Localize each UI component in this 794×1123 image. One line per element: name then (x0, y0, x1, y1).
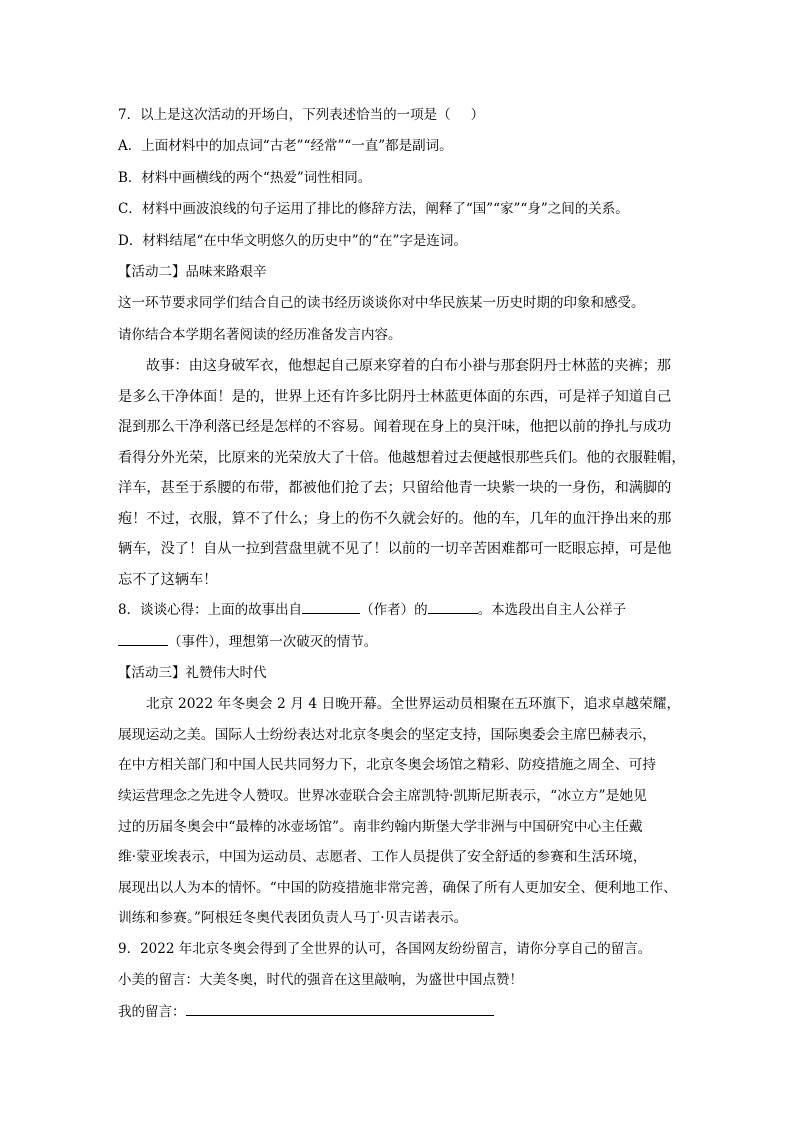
question-8-text: 8．谈谈心得：上面的故事出自 (118, 602, 303, 619)
my-message-blank[interactable] (186, 1001, 494, 1016)
activity-3-heading: 【活动三】礼赞伟大时代 (118, 664, 267, 681)
option-a: A．上面材料中的加点词“古老”“经常”“一直”都是副词。 (118, 138, 453, 155)
news-line: 续运营理念之先进令人赞叹。世界冰壶联合会主席凯特·凯斯尼斯表示，“冰立方”是她见 (118, 788, 647, 805)
activity-2-heading: 【活动二】品味来路艰辛 (118, 263, 267, 280)
my-message-line (118, 997, 678, 1028)
story-line: 洋车，甚至于系腰的布带，都被他们抢了去；只留给他青一块紫一块的一身伤，和满脚的 (118, 480, 672, 497)
activity-2-intro-line: 请你结合本学期名著阅读的经历准备发言内容。 (118, 326, 402, 343)
exam-page (118, 100, 686, 1028)
question-9-stem: 9．2022 年北京冬奥会得到了全世界的认可，各国网友纷纷留言，请你分享自己的留言。 (118, 941, 652, 958)
option-d: D．材料结尾“在中华文明悠久的历史中”的“在”字是连词。 (118, 232, 467, 249)
news-line: 训练和参赛。”阿根廷冬奥代表团负责人马丁·贝吉诺表示。 (118, 910, 468, 927)
example-message: 小美的留言：大美冬奥，时代的强音在这里敲响，为盛世中国点赞！ (118, 972, 523, 989)
news-line: 在中方相关部门和中国人民共同努力下，北京冬奥会场馆之精彩、防疫措施之周全、可持 (118, 757, 657, 774)
story-line: 故事：由这身破军衣，他想起自己原来穿着的白布小褂与那套阴丹士林蓝的夹裤；那 (146, 358, 671, 375)
option-b: B．材料中画横线的两个“热爱”词性相同。 (118, 169, 372, 186)
story-line: 看得分外光荣，比原来的光荣放大了十倍。他越想着过去便越恨那些兵们。他的衣服鞋帽， (118, 449, 686, 466)
news-line: 展现出以人为本的情怀。“中国的防疫措施非常完善，确保了所有人更加安全、便利地工作、 (118, 879, 677, 896)
news-line: 北京 2022 年冬奥会 2 月 4 日晚开幕。全世界运动员相聚在五环旗下，追求卓越荣耀， (146, 696, 681, 713)
activity-2-intro-line: 这一环节要求同学们结合自己的读书经历谈谈你对中华民族某一历史时期的印象和感受。 (118, 295, 645, 312)
question-7-bracket: ） (470, 107, 485, 123)
question-8-text: （作者）的 (360, 602, 428, 619)
news-line: 过的历届冬奥会中“最棒的冰壶场馆”。南非约翰内斯堡大学非洲与中国研究中心主任戴 (118, 818, 643, 835)
option-c: C．材料中画波浪线的句子运用了排比的修辞方法，阐释了“国”“家”“身”之间的关系。 (118, 201, 629, 218)
story-line: 疱！不过，衣服，算不了什么；身上的伤不久就会好的。他的车，几年的血汗挣出来的那 (118, 510, 672, 527)
story-line: 辆车，没了！自从一拉到营盘里就不见了！以前的一切辛苦困难都可一眨眼忘掉，可是他 (118, 541, 672, 558)
book-blank[interactable] (428, 599, 478, 614)
story-line: 忘不了这辆车！ (118, 571, 218, 588)
question-8-line-1 (118, 595, 678, 626)
news-line: 展现运动之美。国际人士纷纷表达对北京冬奥会的坚定支持，国际奥委会主席巴赫表示， (118, 726, 657, 743)
event-blank[interactable] (118, 631, 168, 646)
question-8-text: 。本选段出自主人公祥子 (477, 602, 627, 619)
author-blank[interactable] (302, 599, 360, 614)
question-8-line-2 (118, 627, 678, 658)
question-8-text: （事件），理想第一次破灭的情节。 (168, 633, 378, 650)
story-line: 混到那么干净利落已经是怎样的不容易。闻着现在身上的臭汗味，他把以前的挣扎与成功 (118, 419, 672, 436)
my-message-label: 我的留言： (118, 1003, 186, 1020)
question-7-stem (118, 100, 678, 131)
story-line: 是多么干净体面！是的，世界上还有许多比阴丹士林蓝更体面的东西，可是祥子知道自己 (118, 388, 672, 405)
question-7-text: 7．以上是这次活动的开场白，下列表述恰当的一项是（ (118, 107, 451, 123)
news-line: 维·蒙亚埃表示，中国为运动员、志愿者、工作人员提供了安全舒适的参赛和生活环境， (118, 849, 647, 866)
